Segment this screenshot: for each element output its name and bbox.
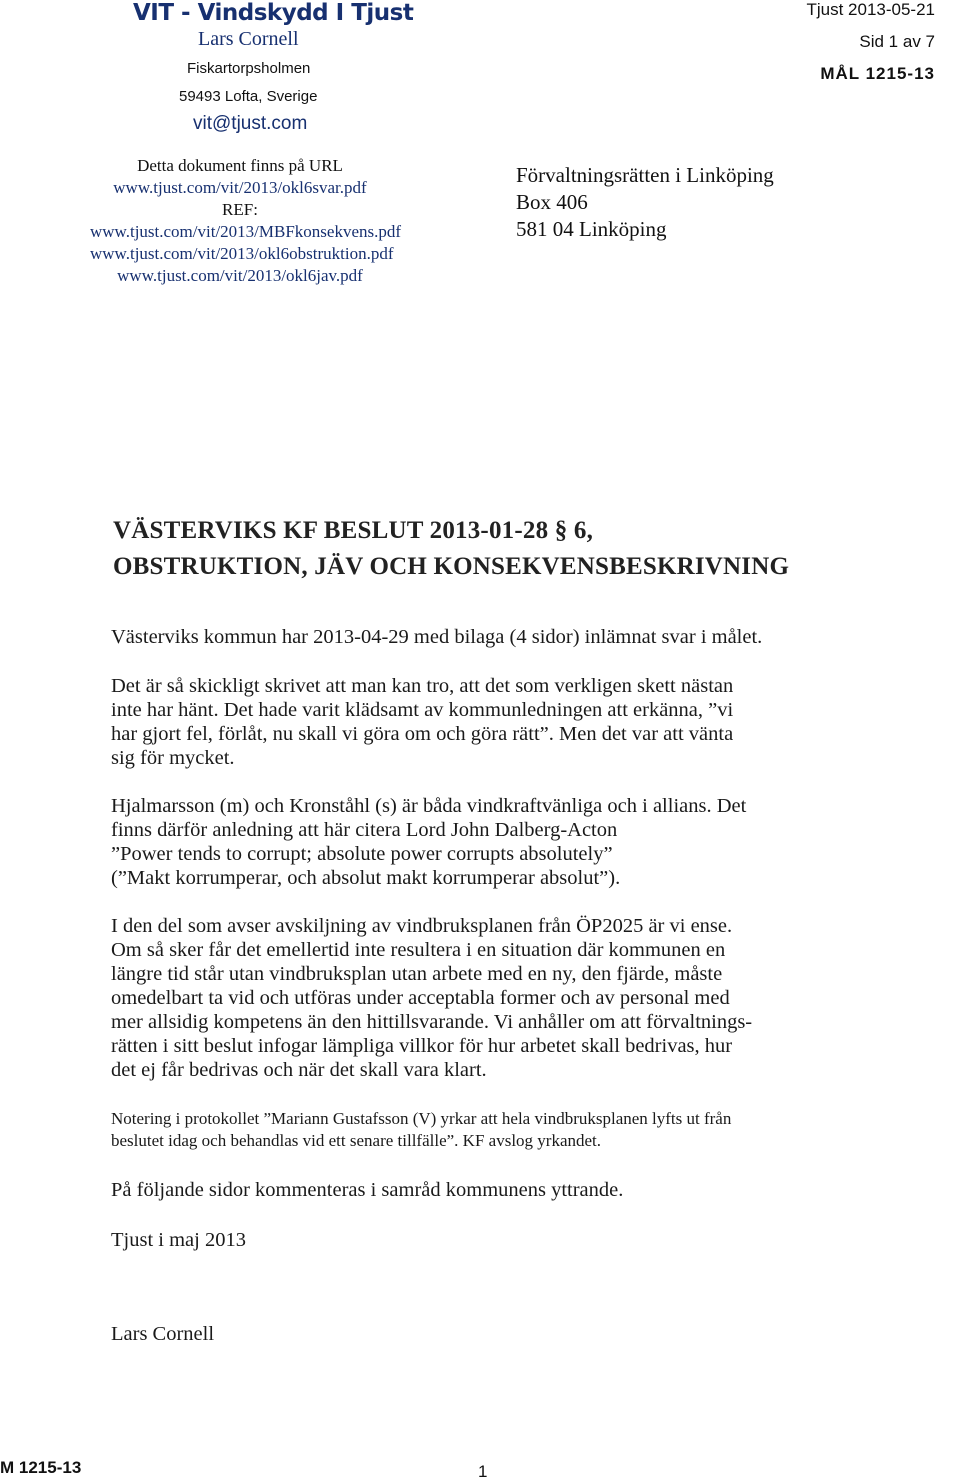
- note-line: Notering i protokollet ”Mariann Gustafsson (V) yrkar att hela vindbruksplanen lyfts ut från: [111, 1109, 732, 1128]
- protocol-note: [111, 1108, 871, 1152]
- document-heading: [113, 513, 789, 585]
- ref-url-link[interactable]: www.tjust.com/vit/2013/okl6obstruktion.pdf: [90, 244, 394, 263]
- text-line: sig för mycket.: [111, 747, 235, 769]
- text-line: I den del som avser avskiljning av vindbruksplanen från ÖP2025 är vi ense.: [111, 915, 733, 937]
- text-line: omedelbart ta vid och utföras under acceptabla former och av personal med: [111, 987, 730, 1009]
- quote-translation-line: (”Makt korrumperar, och absolut makt korrumperar absolut”).: [111, 867, 621, 889]
- url-block: [90, 155, 402, 287]
- text-line: Det är så skickligt skrivet att man kan tro, att det som verkligen skett nästan: [111, 675, 734, 697]
- closing-statement: På följande sidor kommenteras i samråd kommunens yttrande.: [111, 1179, 624, 1201]
- recipient-line: 581 04 Linköping: [516, 217, 667, 241]
- heading-line: VÄSTERVIKS KF BESLUT 2013-01-28 § 6,: [113, 517, 594, 544]
- header-date: Tjust 2013-05-21: [806, 0, 935, 19]
- text-line: Hjalmarsson (m) och Kronståhl (s) är båda vindkraftvänliga och i allians. Det: [111, 795, 747, 817]
- header-case-number: MÅL 1215-13: [820, 64, 935, 83]
- paragraph: [111, 674, 871, 770]
- sender-address-line-1: Fiskartorpsholmen: [187, 60, 311, 77]
- paragraph: Västerviks kommun har 2013-04-29 med bilaga (4 sidor) inlämnat svar i målet.: [111, 626, 763, 648]
- place-and-date: Tjust i maj 2013: [111, 1229, 246, 1251]
- text-line: finns därför anledning att här citera Lord John Dalberg-Acton: [111, 819, 618, 841]
- quote-line: ”Power tends to corrupt; absolute power corrupts absolutely”: [111, 843, 613, 865]
- recipient-line: Box 406: [516, 190, 588, 214]
- ref-label: REF:: [222, 200, 258, 219]
- ref-url-link[interactable]: www.tjust.com/vit/2013/okl6jav.pdf: [117, 266, 363, 285]
- document-url-link[interactable]: www.tjust.com/vit/2013/okl6svar.pdf: [113, 178, 367, 197]
- url-intro: Detta dokument finns på URL: [137, 156, 343, 175]
- document-body: [111, 625, 871, 1346]
- paragraph: [111, 914, 871, 1082]
- text-line: längre tid står utan vindbruksplan utan arbete med en ny, den fjärde, måste: [111, 963, 723, 985]
- text-line: det ej får bedrivas och när det skall vara klart.: [111, 1059, 487, 1081]
- recipient-line: Förvaltningsrätten i Linköping: [516, 163, 774, 187]
- recipient-address: [516, 162, 774, 243]
- note-line: beslutet idag och behandlas vid ett senare tillfälle”. KF avslog yrkandet.: [111, 1131, 602, 1150]
- footer-page-number: 1: [478, 1462, 488, 1481]
- text-line: rätten i sitt beslut infogar lämpliga villkor för hur arbetet skall bedrivas, hur: [111, 1035, 733, 1057]
- sender-address-line-2: 59493 Lofta, Sverige: [179, 88, 318, 105]
- organization-title: VIT - Vindskydd I Tjust: [133, 0, 414, 26]
- signature: Lars Cornell: [111, 1323, 215, 1345]
- sender-name: Lars Cornell: [198, 28, 299, 50]
- paragraph: [111, 794, 871, 890]
- text-line: har gjort fel, förlåt, nu skall vi göra om och göra rätt”. Men det var att vänta: [111, 723, 734, 745]
- text-line: inte har hänt. Det hade varit klädsamt av kommunledningen att erkänna, ”vi: [111, 699, 734, 721]
- header-page-count: Sid 1 av 7: [859, 32, 935, 51]
- footer-case-number: M 1215-13: [0, 1458, 82, 1477]
- text-line: Om så sker får det emellertid inte resultera i en situation där kommunen en: [111, 939, 726, 961]
- ref-url-link[interactable]: www.tjust.com/vit/2013/MBFkonsekvens.pdf: [90, 222, 402, 241]
- heading-line: OBSTRUKTION, JÄV OCH KONSEKVENSBESKRIVNING: [113, 553, 790, 580]
- sender-email-link[interactable]: vit@tjust.com: [193, 113, 308, 134]
- text-line: mer allsidig kompetens än den hittillsvarande. Vi anhåller om att förvaltnings-: [111, 1011, 753, 1033]
